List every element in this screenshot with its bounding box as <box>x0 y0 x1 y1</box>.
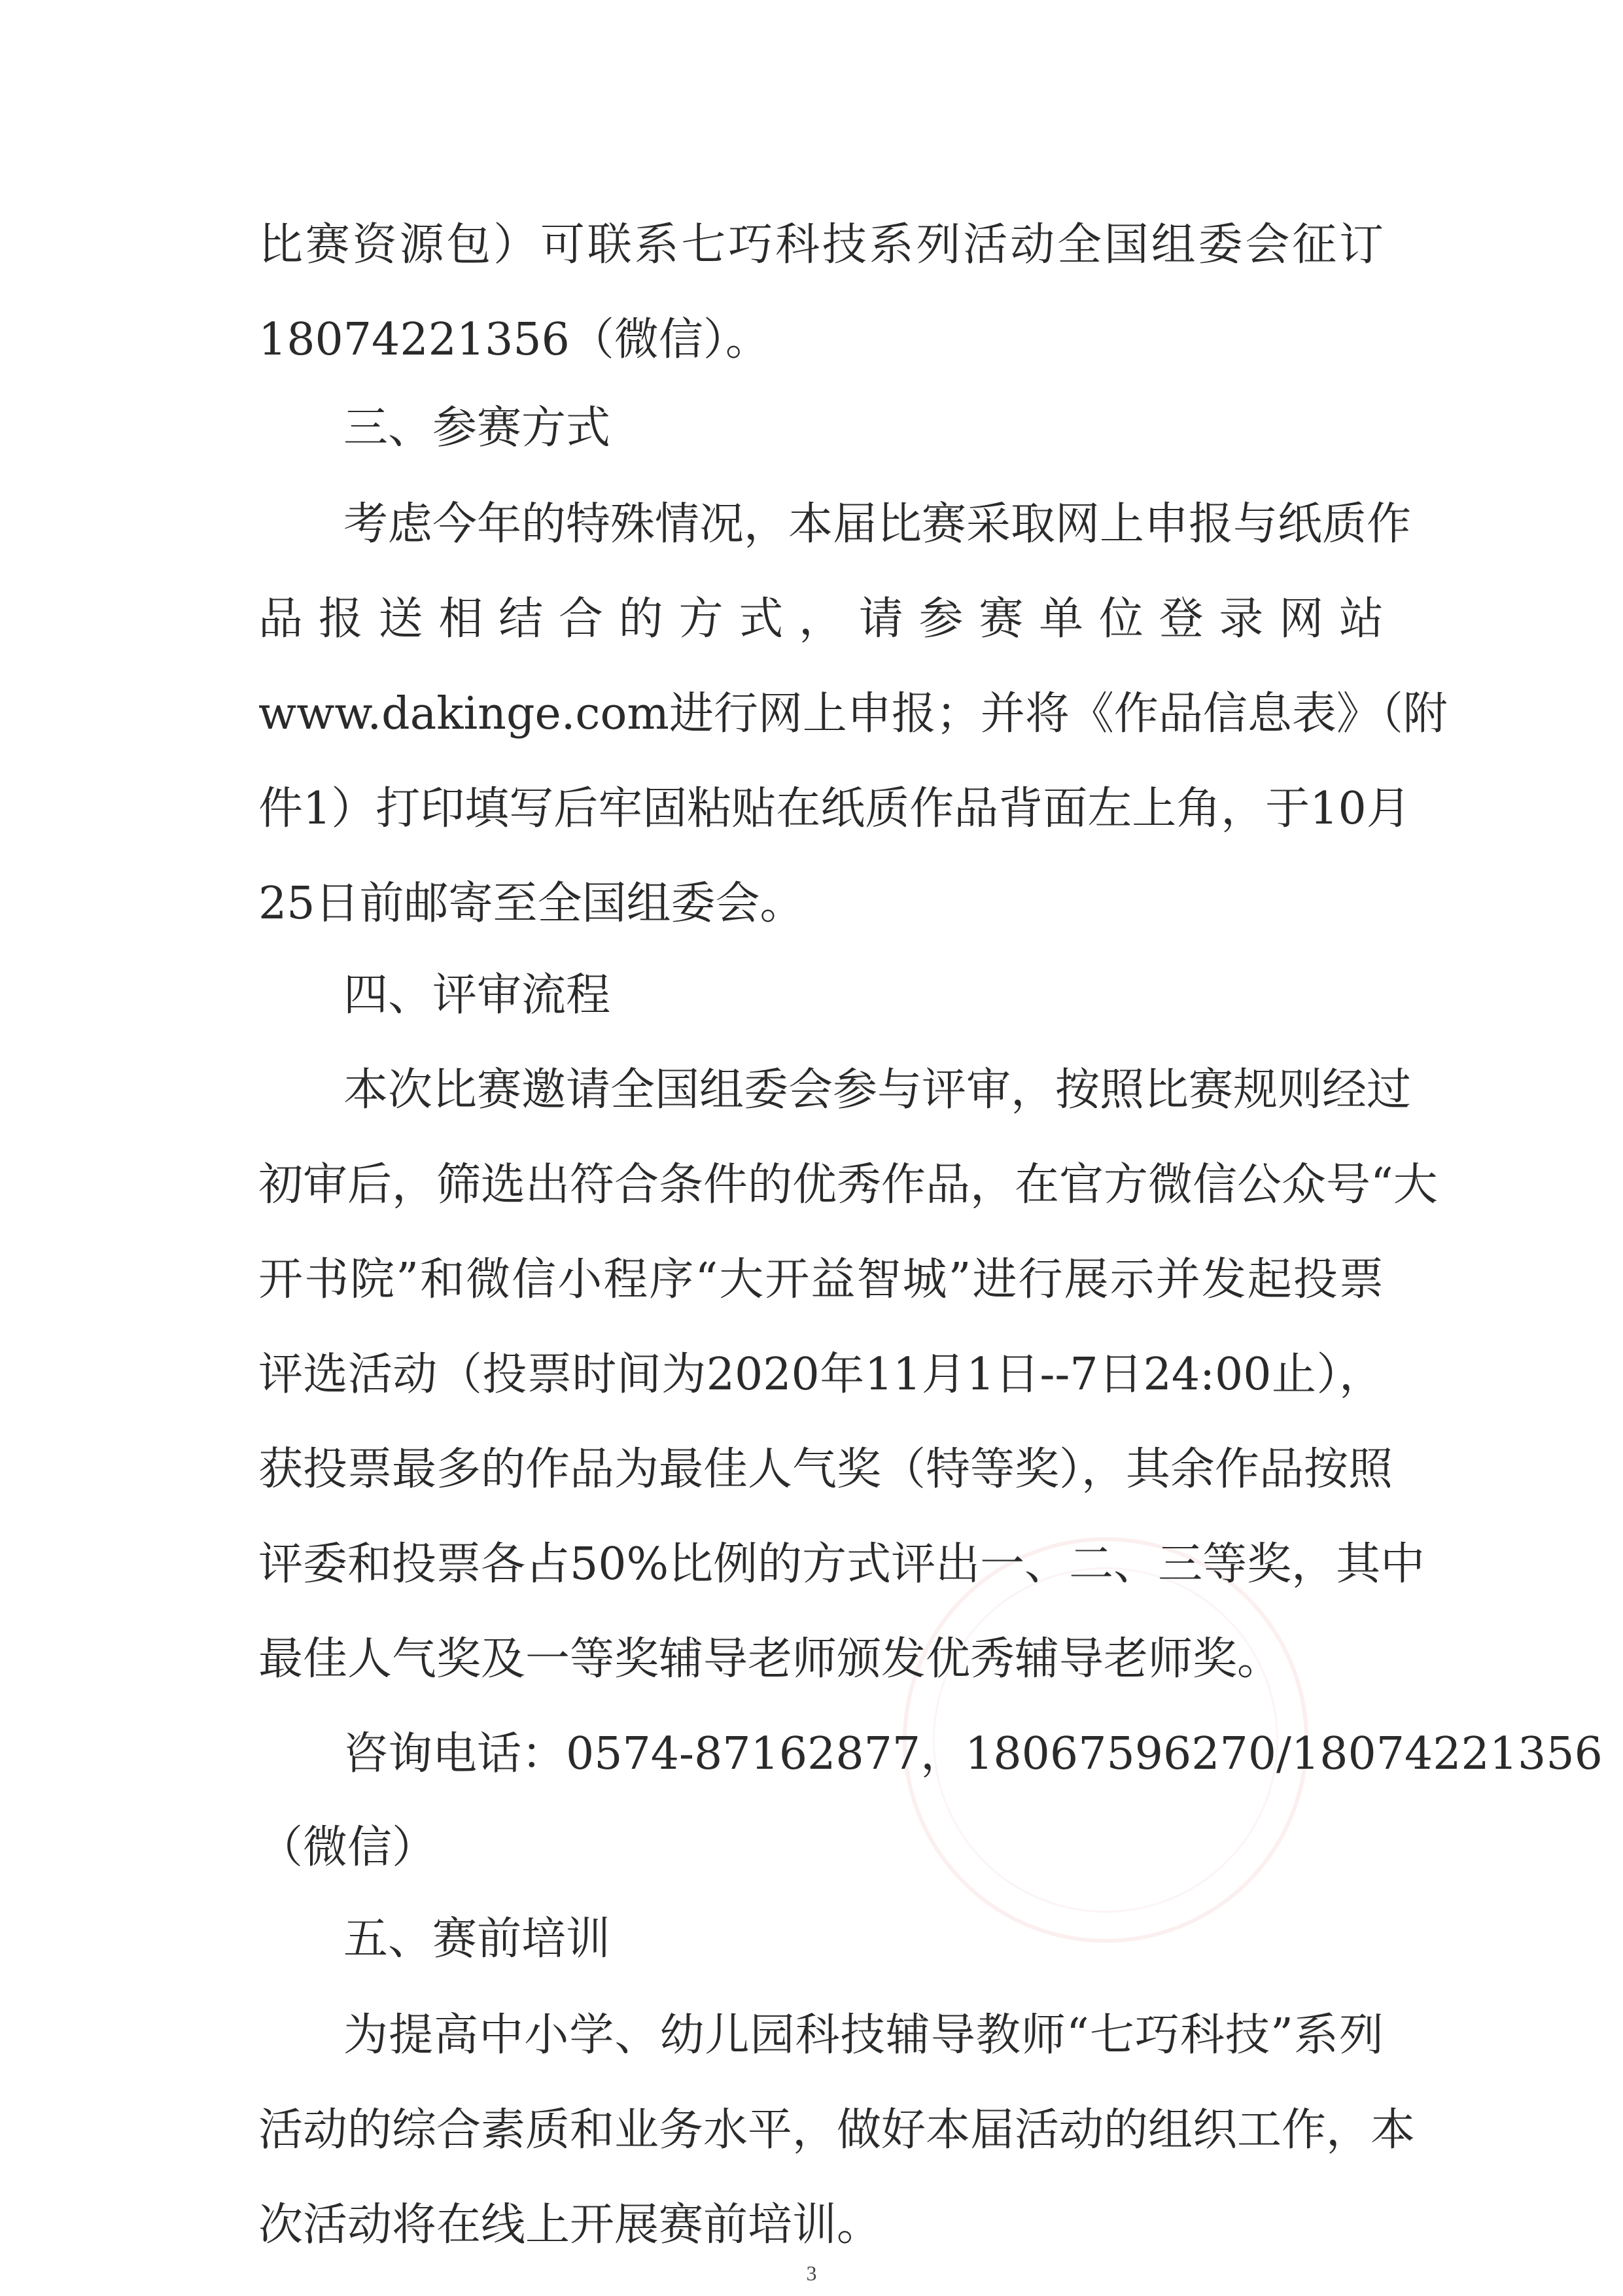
section-heading-review: 四、评审流程 <box>343 969 611 1021</box>
body-text-line-with-url: www.dakinge.com进行网上申报；并将《作品信息表》（附 <box>258 688 1448 740</box>
body-text-line: 活动的综合素质和业务水平，做好本届活动的组织工作，本 <box>258 2104 1416 2156</box>
body-text-line: 本次比赛邀请全国组委会参与评审，按照比赛规则经过 <box>343 1064 1412 1116</box>
body-text-line: 件1）打印填写后牢固粘贴在纸质作品背面左上角，于10月 <box>258 783 1411 835</box>
body-text-line: 评选活动（投票时间为2020年11月1日--7日24:00止）， <box>258 1349 1384 1400</box>
body-text-line: 品报送相结合的方式，请参赛单位登录网站 <box>258 593 1384 645</box>
body-text-line: 25日前邮寄至全国组委会。 <box>258 878 805 930</box>
body-text-line: 评委和投票各占50%比例的方式评出一、二、三等奖，其中 <box>258 1539 1425 1590</box>
body-text-line: 开书院”和微信小程序“大开益智城”进行展示并发起投票 <box>258 1254 1384 1306</box>
body-text-line: 比赛资源包）可联系七巧科技系列活动全国组委会征订 <box>258 219 1384 271</box>
body-text-line: 初审后，筛选出符合条件的优秀作品，在官方微信公众号“大 <box>258 1159 1438 1211</box>
body-text-line: 获投票最多的作品为最佳人气奖（特等奖），其余作品按照 <box>258 1444 1393 1495</box>
body-text-line: 为提高中小学、幼儿园科技辅导教师“七巧科技”系列 <box>343 2009 1384 2061</box>
body-text-line: 次活动将在线上开展赛前培训。 <box>258 2199 882 2251</box>
contact-phone-line: 咨询电话：0574-87162877，18067596270/18074221356 <box>343 1728 1603 1780</box>
body-text-line: 18074221356（微信）。 <box>258 314 770 366</box>
body-text-line: 最佳人气奖及一等奖辅导老师颁发优秀辅导老师奖。 <box>258 1633 1282 1685</box>
section-heading-participation: 三、参赛方式 <box>343 402 611 454</box>
body-text-line: 考虑今年的特殊情况，本届比赛采取网上申报与纸质作 <box>343 498 1412 550</box>
page-number: 3 <box>806 2261 817 2285</box>
section-heading-training: 五、赛前培训 <box>343 1913 611 1965</box>
body-text-line: （微信） <box>258 1822 437 1873</box>
